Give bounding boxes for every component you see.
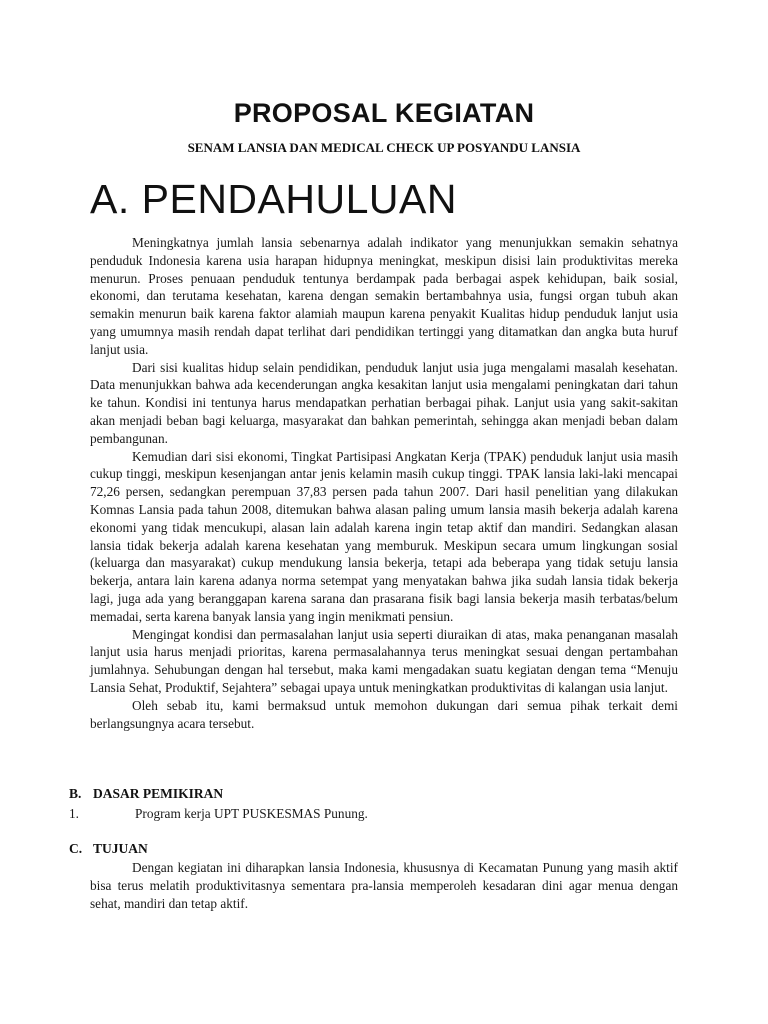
section-c-body	[90, 859, 678, 913]
list-item	[69, 806, 368, 822]
section-a-body	[90, 234, 678, 732]
paragraph: Mengingat kondisi dan permasalahan lanjut usia seperti diuraikan di atas, maka penanganan masalah lanjut usia harus menjadi prioritas, karena permasalahannya terus meningkat sesuai dengan pertambahan jumlahnya. Sehubungan dengan hal tersebut, maka kami mengadakan suatu kegiatan dengan tema “Menuju Lansia Sehat, Produktif, Sejahtera” sebagai upaya untuk meningkatkan produktivitas di kalangan usia lanjut.	[90, 626, 678, 695]
section-b-letter: B.	[69, 786, 82, 801]
document-subtitle: SENAM LANSIA DAN MEDICAL CHECK UP POSYANDU LANSIA	[187, 140, 581, 155]
section-b-heading	[69, 786, 223, 802]
section-b-title: DASAR PEMIKIRAN	[93, 786, 224, 801]
section-c-heading	[69, 841, 148, 857]
section-c-letter: C.	[69, 841, 83, 856]
section-a-heading: A. PENDAHULUAN	[90, 176, 457, 222]
section-c-title: TUJUAN	[93, 841, 148, 856]
paragraph: Dari sisi kualitas hidup selain pendidikan, penduduk lanjut usia juga mengalami masalah kesehatan. Data menunjukkan bahwa ada kecenderungan angka kesakitan lanjut usia mengalami peningkatan dari tahun ke tahun. Kondisi ini tentunya harus mendapatkan perhatian berbagai pihak. Lanjut usia yang sakit-sakitan akan menjadi beban bagi keluarga, masyarakat dan bahkan pemerintah, sehingga akan menjadi beban dalam pembangunan.	[90, 359, 678, 446]
list-item-text: Program kerja UPT PUSKESMAS Punung.	[135, 806, 368, 821]
paragraph: Kemudian dari sisi ekonomi, Tingkat Partisipasi Angkatan Kerja (TPAK) penduduk lanjut usia masih cukup tinggi, meskipun kesenjangan antar jenis kelamin masih cukup tinggi. TPAK lansia laki-laki mencapai 72,26 persen, sedangkan perempuan 37,83 persen pada tahun 2007. Dari hasil penelitian yang dilakukan Komnas Lansia pada tahun 2008, ditemukan bahwa alasan paling umum lansia masih bekerja adalah karena ekonomi yang tidak mencukupi, alasan lain adalah karena ingin tetap aktif dan mandiri. Sedangkan alasan lansia tidak bekerja adalah karena kesehatan yang memburuk. Meskipun secara umum lingkungan sosial (keluarga dan masyarakat) cukup mendukung lansia bekerja, tetapi ada beberapa yang tidak setuju lansia bekerja, antara lain karena adanya norma setempat yang menyatakan bahwa jika sudah lansia tidak bekerja lagi, juga ada yang beranggapan karena sarana dan prasarana fisik bagi lansia bekerja masih terbatas/belum memadai, serta karena banyak lansia yang ingin menikmati pensiun.	[90, 448, 678, 624]
paragraph: Oleh sebab itu, kami bermaksud untuk memohon dukungan dari semua pihak terkait demi berlangsungnya acara tersebut.	[90, 697, 678, 731]
document-title: PROPOSAL KEGIATAN	[233, 98, 535, 128]
paragraph: Dengan kegiatan ini diharapkan lansia Indonesia, khususnya di Kecamatan Punung yang masih aktif bisa terus melatih produktivitasnya sementara pra-lansia memperoleh kesadaran dini agar menua dengan sehat, mandiri dan tetap aktif.	[90, 860, 678, 911]
paragraph: Meningkatnya jumlah lansia sebenarnya adalah indikator yang menunjukkan semakin sehatnya penduduk Indonesia karena usia harapan hidupnya meningkat, meskipun disisi lain produktivitas mereka menurun. Proses penuaan penduduk tentunya berdampak pada berbagai aspek kehidupan, baik sosial, ekonomi, dan terutama kesehatan, karena dengan semakin bertambahnya usia, fungsi organ tubuh akan semakin menurun baik karena faktor alamiah maupun karena penyakit Kualitas hidup penduduk lanjut usia yang umumnya masih rendah dapat terlihat dari pendidikan tertinggi yang ditamatkan dan angka buta huruf lanjut usia.	[90, 235, 678, 357]
list-item-number: 1.	[69, 806, 79, 821]
